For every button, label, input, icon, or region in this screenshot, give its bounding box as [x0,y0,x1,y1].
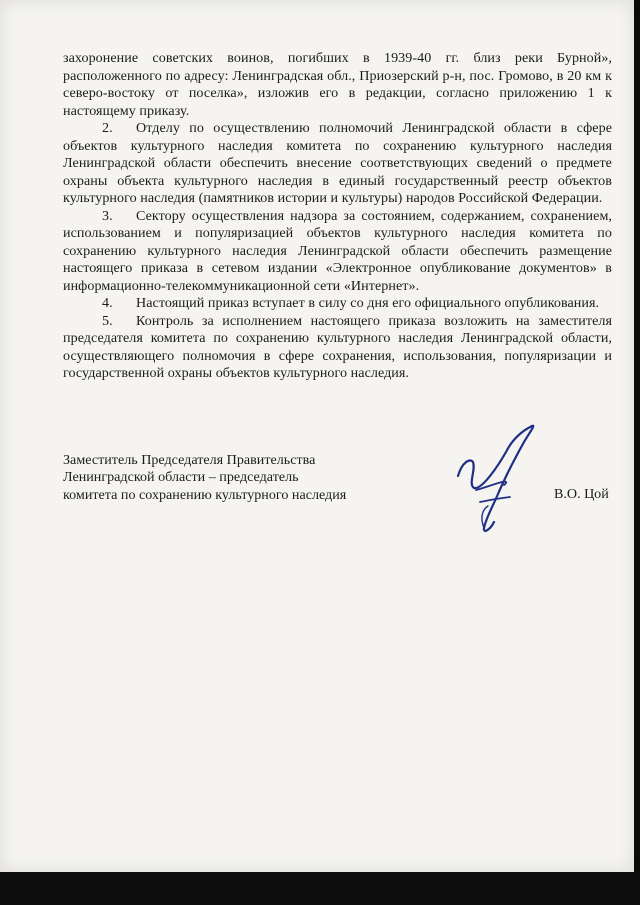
item-number: 4. [102,295,113,311]
signatory-title-line: Ленинградской области – председатель [63,469,299,486]
numbered-item-3 [63,208,612,296]
signatory-title-line: комитета по сохранению культурного наследия [63,486,347,503]
signatory-title [63,452,346,504]
item-number: 3. [102,207,113,224]
intro-paragraph: захоронение советских воинов, погибших в 1939-40 гг. близ реки Бурной», расположенного по адресу: Ленинградская обл., Приозерский р-н, пос. Громово, в 20 км к северо-востоку от поселка», изложив его в редакции, согласно приложению 1 к настоящему приказу. [63,50,612,119]
numbered-item-4 [63,295,612,313]
signatory-title-line: Заместитель Председателя Правительства [63,452,316,468]
document-body [63,50,612,383]
signer-name: В.О. Цой [554,486,609,502]
item-text: Настоящий приказ вступает в силу со дня его официального опубликования. [136,295,600,311]
numbered-item-2 [63,120,612,208]
item-text: Контроль за исполнением настоящего приказа возложить на заместителя председателя комитета по сохранению культурного наследия Ленинградской области, осуществляющего полномочия в сфере сохранения, использования, популяризации и государственной охраны объектов культурного наследия. [63,312,612,381]
item-number: 2. [102,120,113,136]
scan-border [0,872,640,905]
item-text: Отделу по осуществлению полномочий Ленинградской области в сфере объектов культурного наследия комитета по сохранению культурного наследия Ленинградской области обеспечить внесение соответствующих сведений о предмете охраны объекта культурного наследия в единый государственный реестр объектов культурного наследия (памятников истории и культуры) народов Российской Федерации. [63,120,612,206]
numbered-item-5 [63,313,612,383]
item-number: 5. [102,312,113,329]
handwritten-signature [440,418,550,538]
item-text: Сектору осуществления надзора за состоянием, содержанием, сохранением, использованием и популяризацией объектов культурного наследия комитета по сохранению культурного наследия Ленинградской области обеспечить размещение настоящего приказа в сетевом издании «Электронное опубликование документов» в информационно-телекоммуникационной сети «Интернет». [63,207,612,294]
